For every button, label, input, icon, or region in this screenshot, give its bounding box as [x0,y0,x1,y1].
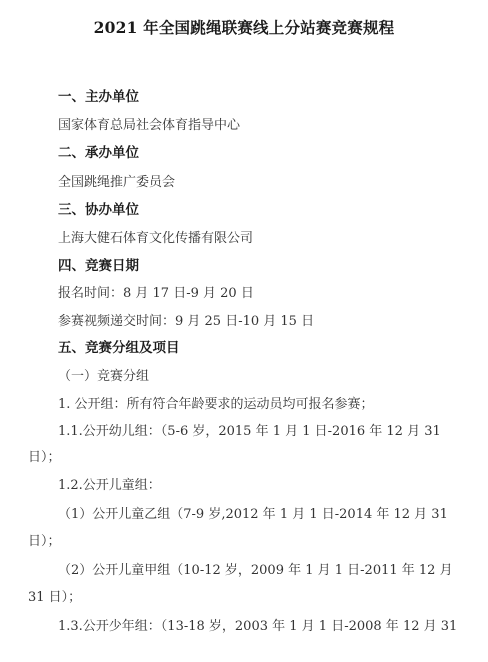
groups-subheading: （一）竞赛分组 [58,369,150,384]
registration-date: 报名时间：8 月 17 日-9 月 20 日 [58,286,254,301]
video-submission-date: 参赛视频递交时间：9 月 25 日-10 月 15 日 [58,314,315,329]
undertaker-text: 全国跳绳推广委员会 [58,175,176,190]
section-heading-undertaker: 二、承办单位 [58,145,139,161]
children-group-heading: 1.2.公开儿童组： [58,478,161,493]
children-a-group-line2: 31 日）； [28,590,82,605]
organizer-text: 国家体育总局社会体育指导中心 [58,118,241,133]
toddler-group-line2: 日）； [28,450,61,465]
toddler-group-line1: 1.1.公开幼儿组：（5-6 岁，2015 年 1 月 1 日-2016 年 12 月 31 [58,424,441,439]
section-heading-organizer: 一、主办单位 [58,89,139,105]
section-heading-dates: 四、竞赛日期 [58,258,139,274]
children-b-group-line2: 日）； [28,534,61,549]
children-b-group-line1: （1）公开儿童乙组（7-9 岁,2012 年 1 月 1 日-2014 年 12 月 31 [58,507,448,522]
document-title: 2021 年全国跳绳联赛线上分站赛竞赛规程 [93,18,395,37]
section-heading-groups: 五、竞赛分组及项目 [58,340,180,356]
section-heading-co-organizer: 三、协办单位 [58,202,139,218]
children-a-group-line1: （2）公开儿童甲组（10-12 岁，2009 年 1 月 1 日-2011 年 12 月 [58,563,453,578]
open-group-item: 1. 公开组：所有符合年龄要求的运动员均可报名参赛； [58,397,374,412]
co-organizer-text: 上海大健石体育文化传播有限公司 [58,231,254,246]
youth-group-line1: 1.3.公开少年组：（13-18 岁，2003 年 1 月 1 日-2008 年 12 月 31 [58,619,458,634]
